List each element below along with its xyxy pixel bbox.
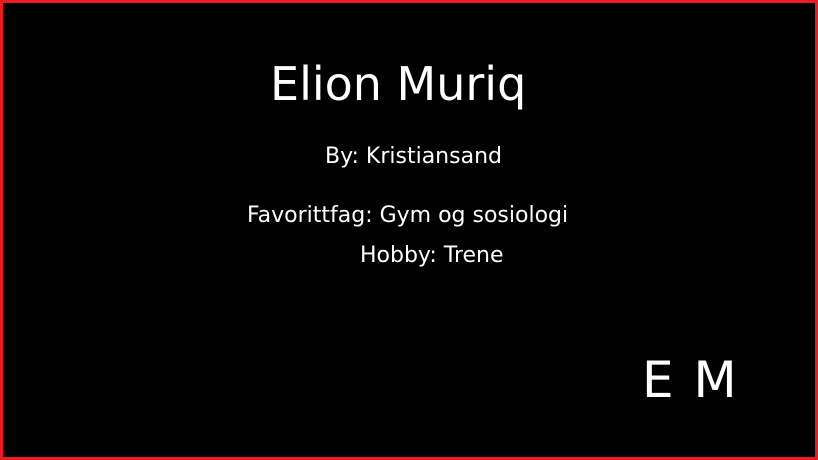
city-line: By: Kristiansand — [325, 144, 502, 169]
favorite-subjects-line: Favorittfag: Gym og sosiologi — [247, 203, 569, 228]
initials-text: E M — [642, 351, 739, 409]
name-title: Elion Muriq — [270, 57, 527, 111]
hobby-line: Hobby: Trene — [360, 243, 504, 268]
